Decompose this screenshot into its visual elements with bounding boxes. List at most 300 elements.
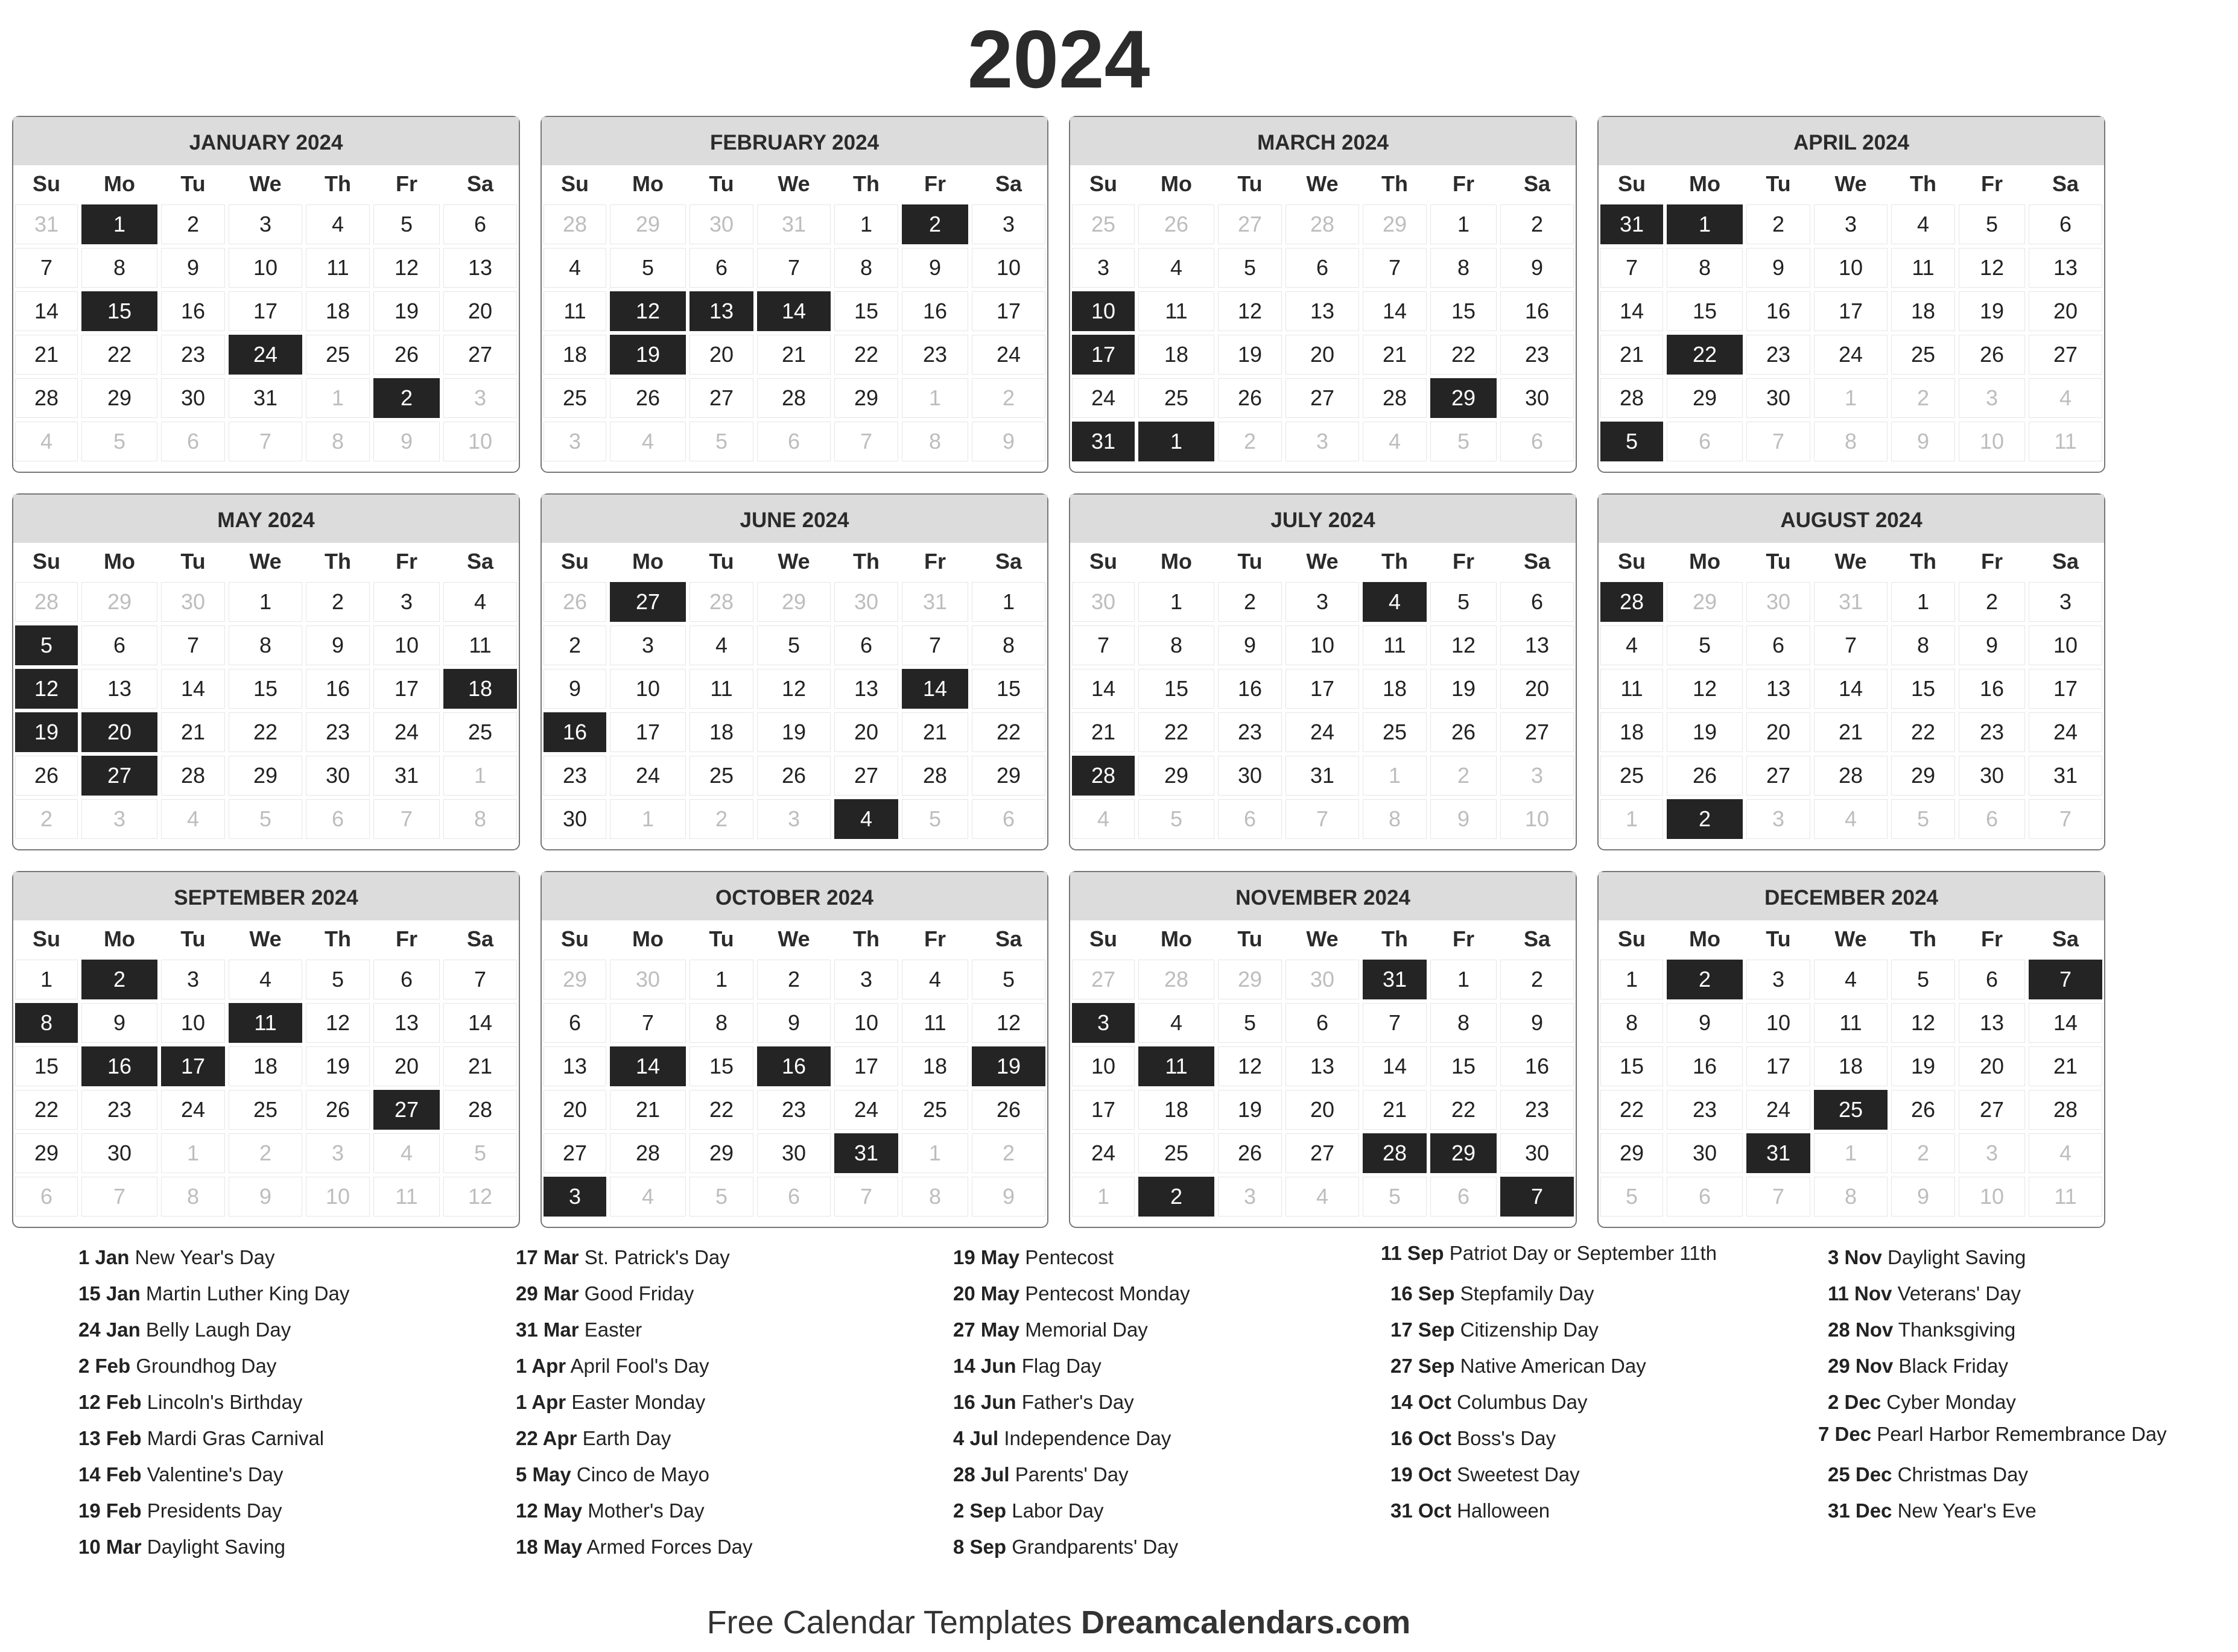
holiday-day-cell: 4 [1361,580,1428,624]
day-cell: 12 [970,1001,1047,1045]
holiday-name: New Year's Eve [1897,1499,2037,1522]
holiday-name: Father's Day [1021,1391,1134,1413]
adjacent-month-day-cell: 1 [159,1131,227,1175]
holiday-item [78,1312,489,1348]
day-cell: 26 [372,333,442,376]
week-row [542,333,1047,376]
month-calendar [540,493,1048,850]
day-cell: 23 [1216,710,1284,754]
adjacent-month-day-cell: 9 [1889,1175,1957,1218]
day-cell: 23 [1665,1088,1745,1131]
day-cell: 1 [1136,580,1216,624]
holiday-name: Mardi Gras Carnival [147,1427,325,1449]
week-row [1599,1175,2104,1218]
day-cell: 29 [832,376,900,420]
day-cell: 19 [1889,1045,1957,1088]
holiday-date: 14 Jun [953,1355,1016,1377]
day-cell: 15 [227,667,304,710]
weekday-label: Mo [104,549,135,574]
day-cell: 27 [1745,754,1812,797]
week-row [1599,958,2104,1001]
weekday-label: Mo [1161,926,1192,951]
week-row [1599,710,2104,754]
holiday-name: Boss's Day [1457,1427,1556,1449]
day-cell: 28 [159,754,227,797]
day-cell: 21 [1361,333,1428,376]
day-cell: 30 [1498,376,1576,420]
adjacent-month-day-cell: 29 [1216,958,1284,1001]
holiday-date: 28 Nov [1828,1318,1894,1341]
day-cell: 21 [900,710,970,754]
day-cell: 26 [608,376,688,420]
day-cell: 18 [542,333,608,376]
adjacent-month-day-cell: 9 [970,1175,1047,1218]
adjacent-month-day-cell: 7 [832,1175,900,1218]
day-cell: 9 [755,1001,832,1045]
day-cell: 10 [1745,1001,1812,1045]
day-cell: 7 [608,1001,688,1045]
month-title: OCTOBER 2024 [542,872,1047,920]
day-cell: 8 [1665,246,1745,290]
holiday-date: 2 Feb [78,1355,131,1377]
adjacent-month-day-cell: 9 [372,420,442,463]
holiday-name: Valentine's Day [147,1463,284,1486]
day-cell: 30 [304,754,372,797]
day-cell: 1 [688,958,755,1001]
day-cell: 13 [442,246,519,290]
day-cell: 11 [900,1001,970,1045]
week-row [13,754,519,797]
weekday-header [1599,543,2104,580]
day-cell: 5 [608,246,688,290]
weekday-label: Su [560,549,589,574]
day-cell: 26 [970,1088,1047,1131]
day-cell: 25 [442,710,519,754]
day-cell: 5 [1957,203,2027,246]
day-cell: 23 [1957,710,2027,754]
day-cell: 1 [1599,958,1665,1001]
day-cell: 18 [1136,1088,1216,1131]
holiday-name: Presidents Day [147,1499,282,1522]
day-cell: 26 [755,754,832,797]
month-title: SEPTEMBER 2024 [13,872,519,920]
holiday-list [0,1239,2167,1558]
day-cell: 24 [1812,333,1889,376]
day-cell: 21 [1361,1088,1428,1131]
day-cell: 11 [688,667,755,710]
week-row [542,246,1047,290]
weekday-header [13,920,519,958]
day-cell: 25 [227,1088,304,1131]
weekday-label: Sa [466,171,494,196]
day-cell: 18 [1599,710,1665,754]
day-cell: 5 [372,203,442,246]
weekday-label: Su [1617,549,1646,574]
day-cell: 6 [372,958,442,1001]
adjacent-month-day-cell: 4 [2027,376,2104,420]
adjacent-month-day-cell: 2 [1428,754,1498,797]
day-cell: 14 [1599,290,1665,333]
day-cell: 1 [13,958,80,1001]
adjacent-month-day-cell: 3 [1745,797,1812,841]
day-cell: 25 [304,333,372,376]
adjacent-month-day-cell: 5 [1889,797,1957,841]
day-cell: 20 [372,1045,442,1088]
day-cell: 19 [1665,710,1745,754]
day-cell: 25 [1599,754,1665,797]
adjacent-month-day-cell: 28 [688,580,755,624]
day-cell: 26 [13,754,80,797]
holiday-day-cell: 4 [832,797,900,841]
adjacent-month-day-cell: 29 [542,958,608,1001]
footer-prefix: Free Calendar Templates [706,1604,1072,1641]
month-title: APRIL 2024 [1599,117,2104,165]
day-cell: 1 [832,203,900,246]
day-cell: 29 [1889,754,1957,797]
holiday-date: 31 Dec [1828,1499,1892,1522]
holiday-item [516,1457,926,1493]
week-row [542,376,1047,420]
week-row [13,1001,519,1045]
holiday-day-cell: 7 [1498,1175,1576,1218]
holiday-day-cell: 11 [1136,1045,1216,1088]
week-row [1070,958,1576,1001]
day-cell: 1 [1428,203,1498,246]
holiday-day-cell: 27 [608,580,688,624]
day-cell: 15 [970,667,1047,710]
weekday-label: Tu [709,926,734,951]
holiday-day-cell: 3 [542,1175,608,1218]
holiday-item [516,1493,926,1529]
week-row [1070,420,1576,463]
day-cell: 28 [900,754,970,797]
holiday-date: 8 Sep [953,1536,1007,1558]
day-cell: 17 [1284,667,1361,710]
holiday-day-cell: 31 [1361,958,1428,1001]
week-row [542,1001,1047,1045]
holiday-item [78,1493,489,1529]
day-cell: 16 [159,290,227,333]
holiday-name: Grandparents' Day [1012,1536,1179,1558]
day-cell: 23 [159,333,227,376]
adjacent-month-day-cell: 3 [442,376,519,420]
weekday-label: We [1306,926,1339,951]
day-cell: 30 [1216,754,1284,797]
weekday-label: Fr [1981,549,2003,574]
holiday-column [953,1239,1363,1565]
day-cell: 26 [1216,376,1284,420]
day-cell: 2 [1216,580,1284,624]
day-cell: 10 [159,1001,227,1045]
day-cell: 20 [1498,667,1576,710]
week-row [1070,203,1576,246]
day-cell: 26 [304,1088,372,1131]
adjacent-month-day-cell: 11 [372,1175,442,1218]
holiday-date: 16 Jun [953,1391,1016,1413]
day-cell: 15 [1136,667,1216,710]
day-cell: 26 [1216,1131,1284,1175]
adjacent-month-day-cell: 26 [542,580,608,624]
weekday-label: Th [1910,549,1936,574]
day-cell: 4 [900,958,970,1001]
day-cell: 14 [442,1001,519,1045]
day-cell: 24 [970,333,1047,376]
week-row [542,667,1047,710]
weekday-label: Th [1910,926,1936,951]
week-row [13,710,519,754]
weekday-label: Mo [632,926,664,951]
week-row [542,797,1047,841]
day-cell: 21 [608,1088,688,1131]
day-cell: 19 [372,290,442,333]
adjacent-month-day-cell: 30 [1070,580,1136,624]
day-cell: 30 [1665,1131,1745,1175]
day-cell: 24 [608,754,688,797]
holiday-item [953,1276,1363,1312]
weekday-label: Sa [466,926,494,951]
day-cell: 10 [2027,624,2104,667]
week-row [1599,1045,2104,1088]
adjacent-month-day-cell: 4 [1812,797,1889,841]
adjacent-month-day-cell: 5 [1361,1175,1428,1218]
holiday-date: 14 Feb [78,1463,142,1486]
holiday-item [516,1312,926,1348]
adjacent-month-day-cell: 8 [900,1175,970,1218]
week-row [1599,246,2104,290]
day-cell: 4 [442,580,519,624]
holiday-day-cell: 15 [80,290,159,333]
adjacent-month-day-cell: 29 [608,203,688,246]
holiday-item [1390,1457,1801,1493]
adjacent-month-day-cell: 5 [1136,797,1216,841]
day-cell: 23 [1498,333,1576,376]
day-cell: 31 [372,754,442,797]
weekday-label: Mo [1689,549,1720,574]
day-cell: 13 [832,667,900,710]
day-cell: 17 [970,290,1047,333]
day-cell: 27 [2027,333,2104,376]
holiday-date: 31 Oct [1390,1499,1451,1522]
day-cell: 9 [900,246,970,290]
adjacent-month-day-cell: 6 [1957,797,2027,841]
adjacent-month-day-cell: 4 [608,420,688,463]
day-cell: 11 [442,624,519,667]
adjacent-month-day-cell: 9 [227,1175,304,1218]
weekday-label: Sa [995,926,1022,951]
day-cell: 13 [1745,667,1812,710]
day-cell: 11 [304,246,372,290]
week-row [1070,667,1576,710]
holiday-name: Belly Laugh Day [145,1318,291,1341]
day-cell: 9 [1665,1001,1745,1045]
week-row [1599,580,2104,624]
adjacent-month-day-cell: 9 [1428,797,1498,841]
holiday-column [1381,1239,1801,1529]
day-cell: 5 [1216,246,1284,290]
month-calendar [1597,493,2105,850]
day-cell: 13 [1284,290,1361,333]
holiday-item [78,1348,489,1384]
day-cell: 8 [970,624,1047,667]
week-row [542,1088,1047,1131]
adjacent-month-day-cell: 30 [832,580,900,624]
weekday-label: Tu [1766,926,1791,951]
month-title: FEBRUARY 2024 [542,117,1047,165]
holiday-item [953,1239,1363,1276]
day-cell: 2 [159,203,227,246]
week-row [1070,797,1576,841]
adjacent-month-day-cell: 6 [1428,1175,1498,1218]
week-row [1070,290,1576,333]
weekday-header [1070,165,1576,203]
weekday-label: Fr [924,549,946,574]
holiday-name: Christmas Day [1897,1463,2028,1486]
adjacent-month-day-cell: 2 [1216,420,1284,463]
day-cell: 3 [1284,580,1361,624]
adjacent-month-day-cell: 6 [755,1175,832,1218]
weekday-label: Tu [180,549,206,574]
day-cell: 9 [304,624,372,667]
day-cell: 15 [1428,290,1498,333]
day-cell: 6 [1284,1001,1361,1045]
holiday-item [1828,1384,2238,1420]
adjacent-month-day-cell: 30 [608,958,688,1001]
holiday-item [516,1529,926,1565]
weekday-label: Su [32,549,60,574]
holiday-date: 2 Sep [953,1499,1007,1522]
adjacent-month-day-cell: 1 [1070,1175,1136,1218]
adjacent-month-day-cell: 1 [1599,797,1665,841]
adjacent-month-day-cell: 9 [1889,420,1957,463]
day-cell: 15 [1889,667,1957,710]
holiday-item [78,1239,489,1276]
day-cell: 2 [1745,203,1812,246]
day-cell: 13 [80,667,159,710]
holiday-name: Mother's Day [588,1499,705,1522]
weekday-header [542,543,1047,580]
day-cell: 16 [900,290,970,333]
day-cell: 29 [688,1131,755,1175]
holiday-day-cell: 14 [755,290,832,333]
day-cell: 29 [1599,1131,1665,1175]
weekday-label: Th [853,926,880,951]
day-cell: 4 [1136,246,1216,290]
holiday-date: 18 May [516,1536,583,1558]
adjacent-month-day-cell: 1 [1812,376,1889,420]
holiday-day-cell: 12 [13,667,80,710]
holiday-day-cell: 22 [1665,333,1745,376]
week-row [1599,1088,2104,1131]
day-cell: 9 [159,246,227,290]
holiday-item [1828,1493,2238,1529]
adjacent-month-day-cell: 1 [1812,1131,1889,1175]
day-cell: 21 [1812,710,1889,754]
day-cell: 3 [608,624,688,667]
day-cell: 15 [688,1045,755,1088]
holiday-day-cell: 16 [542,710,608,754]
holiday-name: Cyber Monday [1886,1391,2016,1413]
holiday-item [78,1457,489,1493]
adjacent-month-day-cell: 6 [1665,420,1745,463]
weekday-label: Th [1381,171,1408,196]
day-cell: 28 [1812,754,1889,797]
day-cell: 27 [542,1131,608,1175]
holiday-name: Lincoln's Birthday [147,1391,303,1413]
weekday-label: Th [325,171,351,196]
adjacent-month-day-cell: 5 [442,1131,519,1175]
day-cell: 14 [2027,1001,2104,1045]
day-cell: 13 [372,1001,442,1045]
week-row [1599,333,2104,376]
day-cell: 10 [1070,1045,1136,1088]
adjacent-month-day-cell: 10 [1957,420,2027,463]
day-cell: 20 [442,290,519,333]
adjacent-month-day-cell: 4 [2027,1131,2104,1175]
adjacent-month-day-cell: 6 [13,1175,80,1218]
holiday-date: 19 May [953,1246,1020,1268]
day-cell: 5 [1889,958,1957,1001]
day-cell: 23 [542,754,608,797]
holiday-date: 31 Mar [516,1318,579,1341]
day-cell: 9 [1745,246,1812,290]
holiday-date: 11 Sep [1381,1242,1444,1264]
adjacent-month-day-cell: 28 [542,203,608,246]
weekday-label: Tu [709,171,734,196]
day-cell: 18 [1361,667,1428,710]
holiday-day-cell: 27 [80,754,159,797]
holiday-item [953,1529,1363,1565]
month-calendar [540,116,1048,473]
holiday-date: 4 Jul [953,1427,999,1449]
adjacent-month-day-cell: 8 [1361,797,1428,841]
adjacent-month-day-cell: 31 [755,203,832,246]
holiday-date: 22 Apr [516,1427,577,1449]
weekday-label: Sa [466,549,494,574]
weekday-label: Fr [1453,926,1474,951]
day-cell: 22 [80,333,159,376]
day-cell: 29 [227,754,304,797]
holiday-item [516,1384,926,1420]
day-cell: 20 [2027,290,2104,333]
footer-brand-link[interactable]: Dreamcalendars.com [1081,1604,1411,1641]
adjacent-month-day-cell: 2 [970,1131,1047,1175]
day-cell: 25 [1136,1131,1216,1175]
holiday-item [1390,1276,1801,1312]
day-cell: 22 [1428,333,1498,376]
day-cell: 7 [900,624,970,667]
holiday-name: Native American Day [1460,1355,1646,1377]
day-cell: 9 [1216,624,1284,667]
day-cell: 29 [1136,754,1216,797]
holiday-date: 7 Dec [1818,1423,1872,1445]
day-cell: 27 [1498,710,1576,754]
day-cell: 22 [227,710,304,754]
day-cell: 19 [1216,1088,1284,1131]
day-cell: 28 [2027,1088,2104,1131]
day-cell: 10 [832,1001,900,1045]
day-cell: 21 [1599,333,1665,376]
day-cell: 6 [1498,580,1576,624]
holiday-date: 16 Sep [1390,1282,1455,1305]
holiday-day-cell: 27 [372,1088,442,1131]
adjacent-month-day-cell: 4 [608,1175,688,1218]
holiday-name: Veterans' Day [1897,1282,2021,1305]
day-cell: 29 [80,376,159,420]
holiday-day-cell: 2 [1665,958,1745,1001]
adjacent-month-day-cell: 30 [159,580,227,624]
holiday-item [953,1493,1363,1529]
adjacent-month-day-cell: 28 [1136,958,1216,1001]
